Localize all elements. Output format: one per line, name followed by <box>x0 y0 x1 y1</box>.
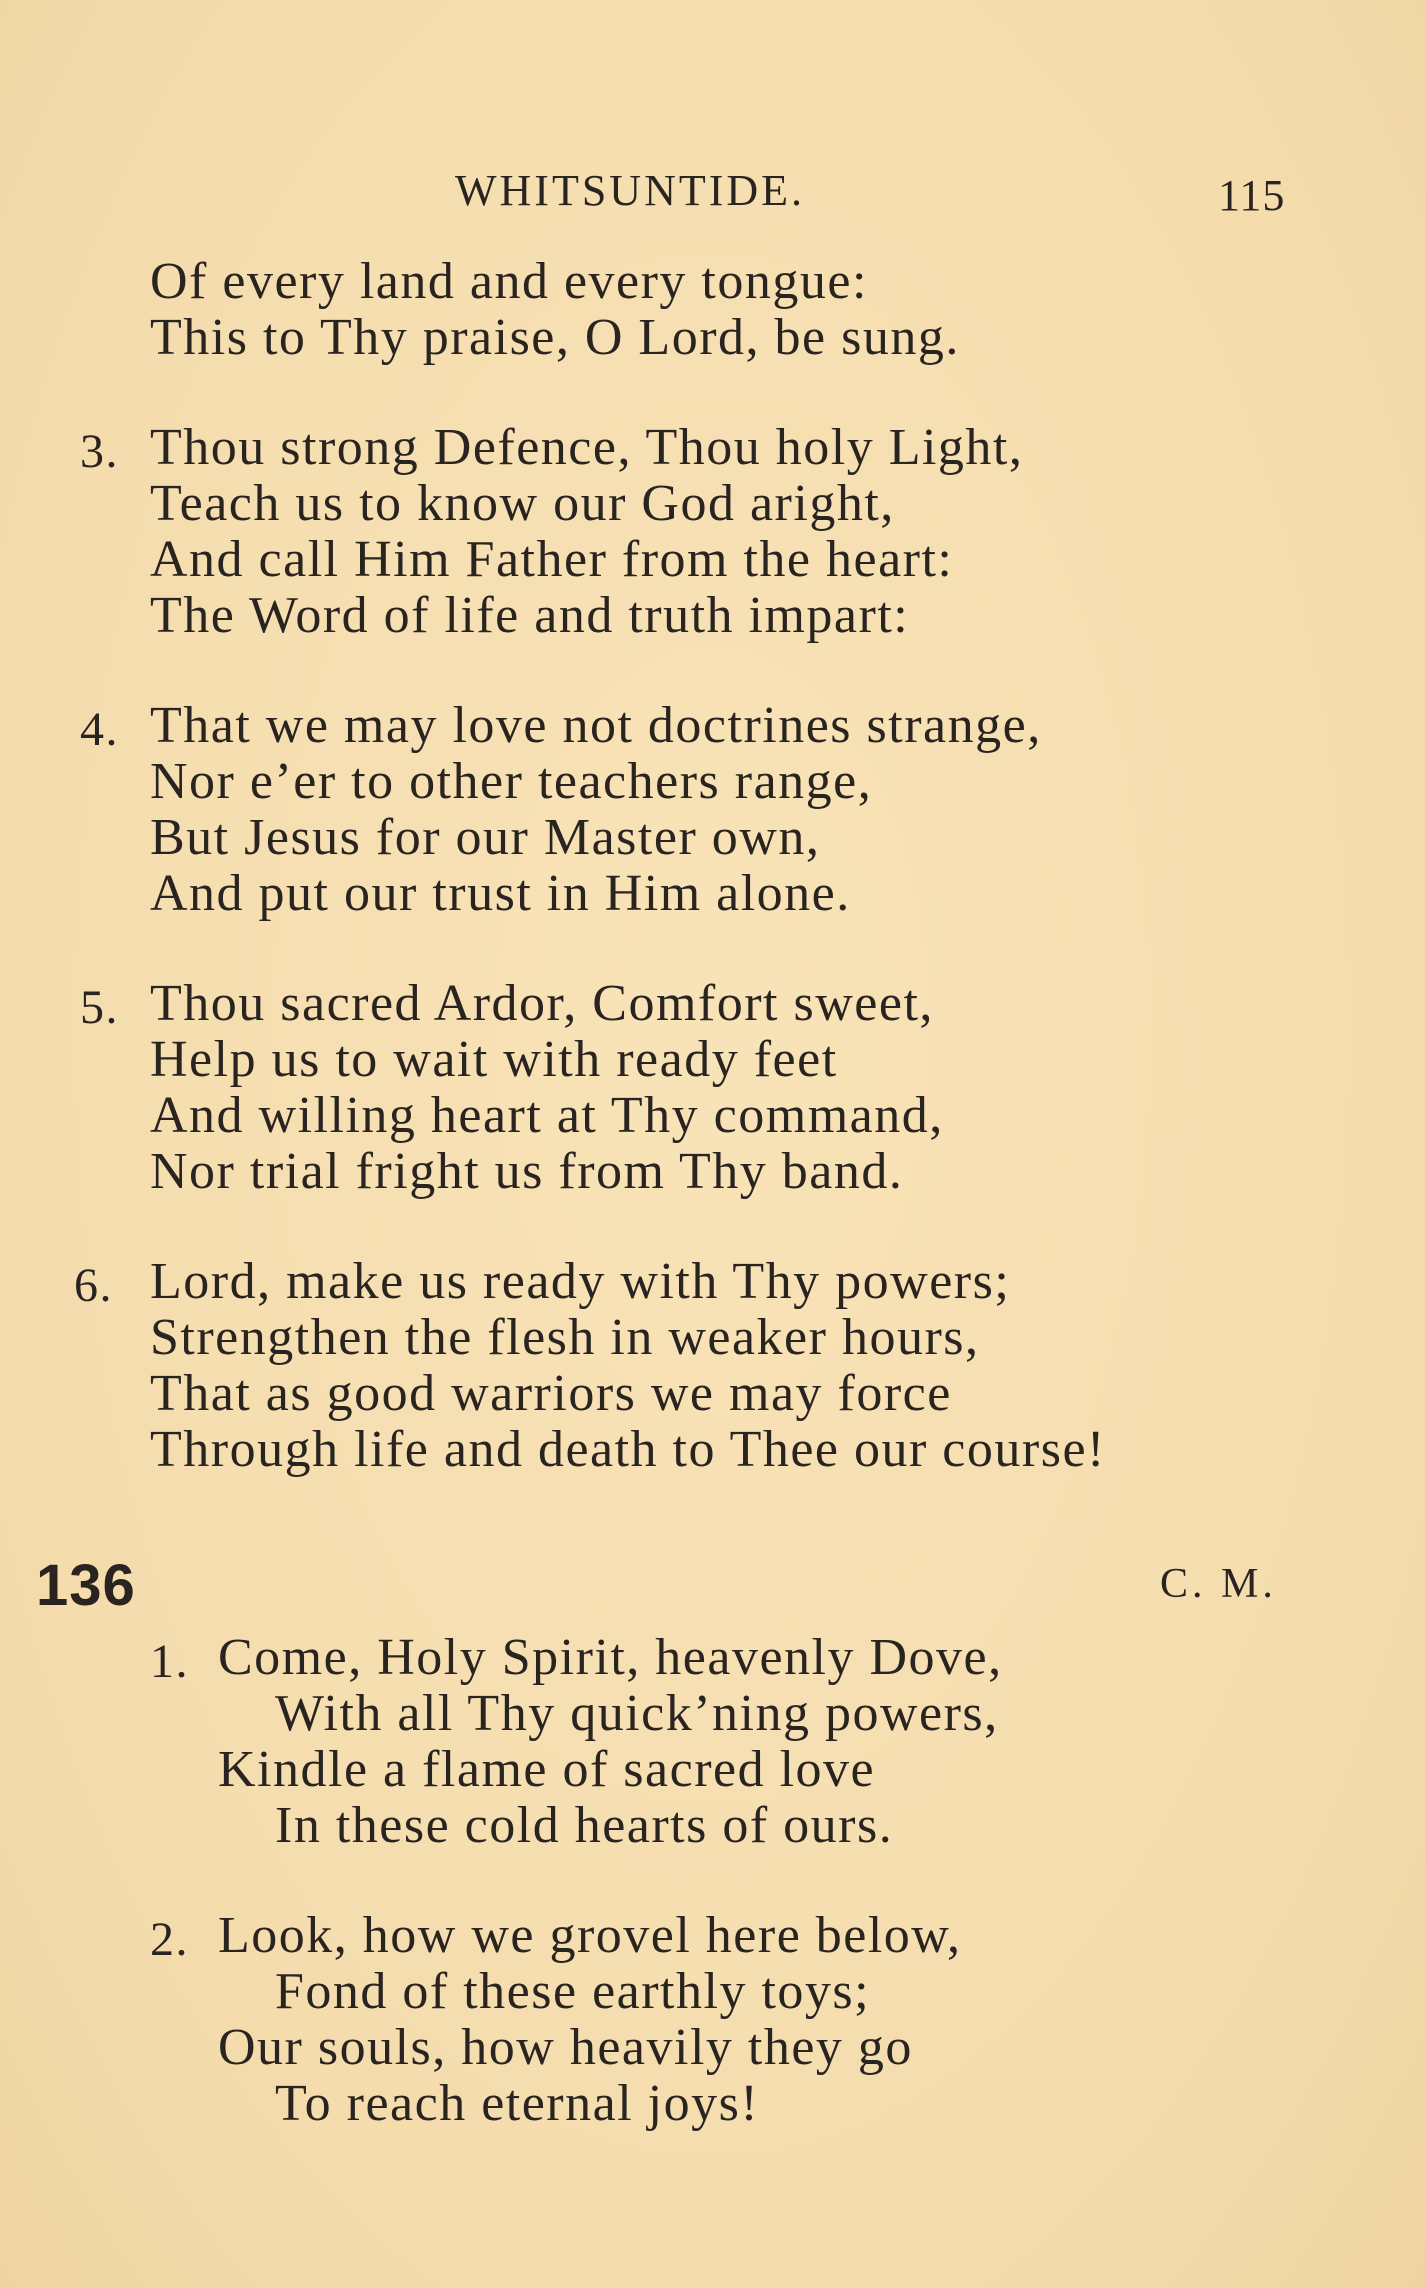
page-number: 115 <box>1218 171 1286 220</box>
verse-line: Help us to wait with ready feet <box>150 1031 838 1088</box>
verse-line: Nor trial fright us from Thy band. <box>150 1143 904 1200</box>
verse-line: Thou strong Defence, Thou holy Light, <box>150 419 1024 476</box>
verse-line: Kindle a flame of sacred love <box>218 1741 876 1798</box>
verse-line: But Jesus for our Master own, <box>150 809 821 866</box>
hymn-number: 136 <box>36 1553 136 1618</box>
verse-line: Come, Holy Spirit, heavenly Dove, <box>218 1629 1003 1686</box>
continuation-line: Of every land and every tongue: <box>150 253 868 310</box>
verse-line: That we may love not doctrines strange, <box>150 697 1042 754</box>
verse-number: 1. <box>150 1635 189 1688</box>
verse-number: 6. <box>74 1259 113 1312</box>
verse-number: 4. <box>80 703 119 756</box>
verse-line: And call Him Father from the heart: <box>150 531 954 588</box>
verse-line: With all Thy quick’ning powers, <box>275 1685 999 1742</box>
verse-line: Fond of these earthly toys; <box>275 1963 871 2020</box>
verse-line: Our souls, how heavily they go <box>218 2019 913 2076</box>
verse-line: Lord, make us ready with Thy powers; <box>150 1253 1011 1310</box>
verse-line: Through life and death to Thee our course! <box>150 1421 1106 1478</box>
hymn-meter: C. M. <box>1160 1561 1277 1607</box>
verse-line: And willing heart at Thy command, <box>150 1087 944 1144</box>
verse-number: 3. <box>80 425 119 478</box>
verse-line: Thou sacred Ardor, Comfort sweet, <box>150 975 934 1032</box>
continuation-line: This to Thy praise, O Lord, be sung. <box>150 309 960 366</box>
running-title: WHITSUNTIDE. <box>455 166 806 215</box>
verse-line: The Word of life and truth impart: <box>150 587 910 644</box>
verse-line: And put our trust in Him alone. <box>150 865 851 922</box>
verse-number: 5. <box>80 981 119 1034</box>
verse-line: Teach us to know our God aright, <box>150 475 895 532</box>
verse-line: In these cold hearts of ours. <box>275 1797 894 1854</box>
verse-line: To reach eternal joys! <box>275 2075 760 2132</box>
verse-line: Nor e’er to other teachers range, <box>150 753 873 810</box>
verse-line: That as good warriors we may force <box>150 1365 952 1422</box>
verse-number: 2. <box>150 1913 189 1966</box>
verse-line: Strengthen the flesh in weaker hours, <box>150 1309 980 1366</box>
verse-line: Look, how we grovel here below, <box>218 1907 962 1964</box>
